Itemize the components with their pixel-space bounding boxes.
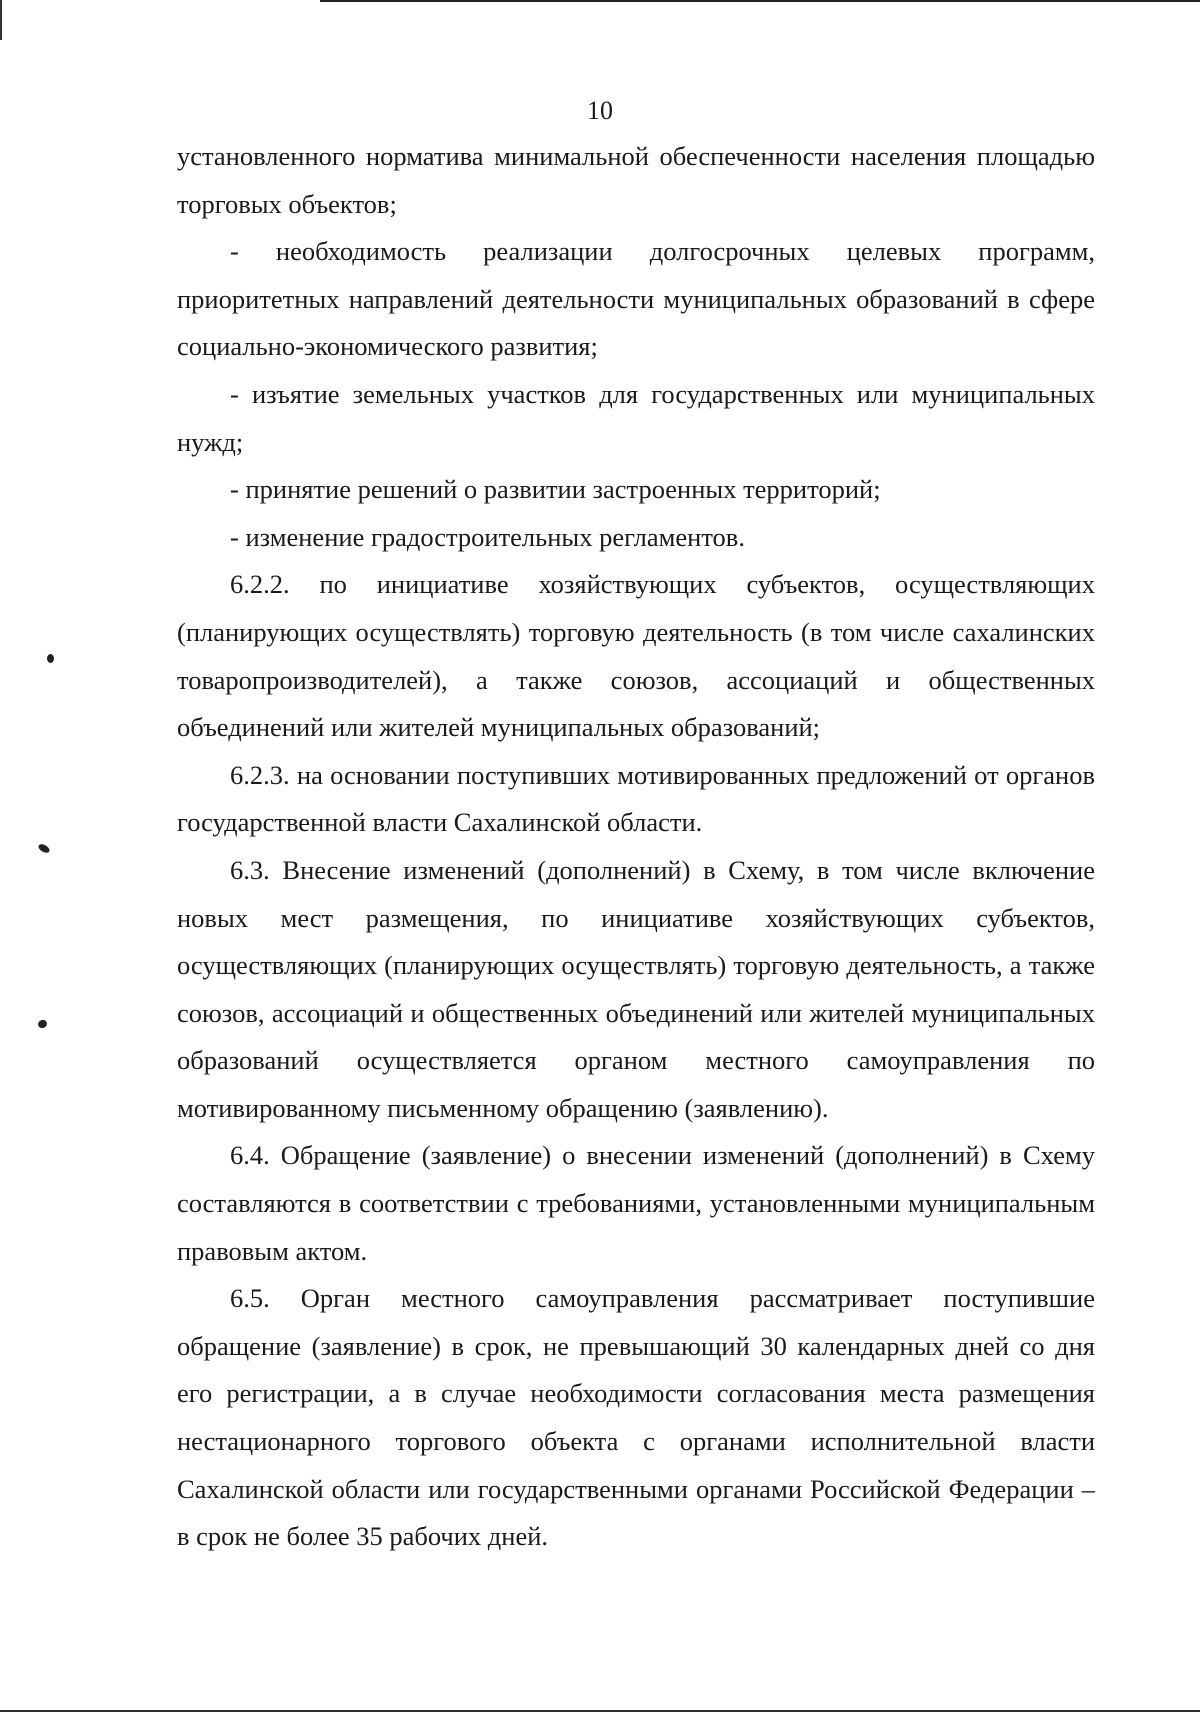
page-number: 10 — [587, 96, 613, 125]
paragraph-list-item: - необходимость реализации долгосрочных целевых программ, приоритетных направлений деятельности муниципальных образований в сфере социально-экономического развития; — [177, 236, 1095, 362]
scan-speck — [47, 654, 54, 663]
scan-speck — [37, 842, 51, 854]
paragraph-clause-6-4: 6.4. Обращение (заявление) о внесении изменений (дополнений) в Схему составляются в соответствии с требованиями, установленными муниципальным правовым актом. — [177, 1140, 1095, 1266]
scan-speck — [37, 1019, 48, 1030]
paragraph-list-item: - изменение градостроительных регламентов. — [230, 521, 745, 552]
paragraph-list-item: - изъятие земельных участков для государственных или муниципальных нужд; — [177, 378, 1095, 457]
paragraph-clause-6-3: 6.3. Внесение изменений (дополнений) в Схему, в том числе включение новых мест размещения, по инициативе хозяйствующих субъектов, осуществляющих (планирующих осуществлять) торговую деятельность, а также союзов, ассоциаций и общественных объединений или жителей муниципальных образований осуществляется органом местного самоуправления по мотивированному письменному обращению (заявлению). — [177, 854, 1095, 1123]
document-body — [177, 133, 1095, 1561]
paragraph-continuation: установленного норматива минимальной обеспеченности населения площадью торговых объектов; — [177, 141, 1095, 219]
scan-border-top — [320, 0, 1200, 2]
paragraph-list-item: - принятие решений о развитии застроенных территорий; — [230, 474, 881, 505]
paragraph-clause-6-2-2: 6.2.2. по инициативе хозяйствующих субъектов, осуществляющих (планирующих осуществлять) торговую деятельность (в том числе сахалинских товаропроизводителей), а также союзов, ассоциаций и общественных объединений или жителей муниципальных образований; — [177, 569, 1095, 743]
paragraph-clause-6-5: 6.5. Орган местного самоуправления рассматривает поступившие обращение (заявление) в срок, не превышающий 30 календарных дней со дня его регистрации, а в случае необходимости согласования места размещения нестационарного торгового объекта с органами исполнительной власти Сахалинской области или государственными органами Российской Федерации – в срок не более 35 рабочих дней. — [177, 1283, 1095, 1552]
paragraph-clause-6-2-3: 6.2.3. на основании поступивших мотивированных предложений от органов государственной власти Сахалинской области. — [177, 759, 1095, 838]
scan-border-bottom — [0, 1710, 1200, 1712]
scan-border-left — [0, 0, 2, 40]
